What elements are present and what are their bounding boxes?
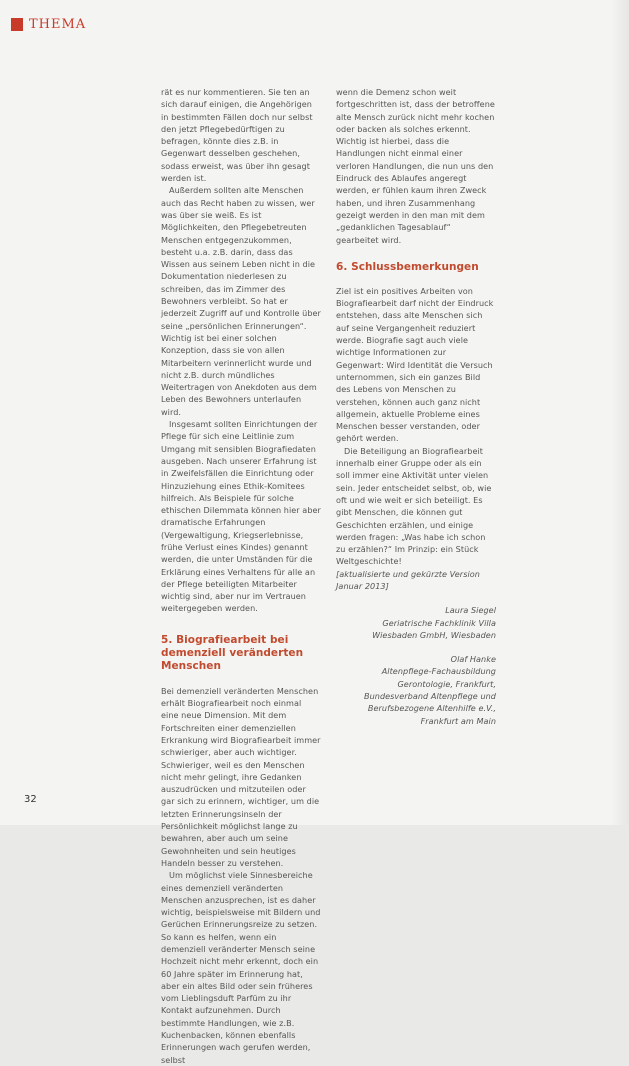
- left-paragraph-2: Außerdem sollten alte Menschen auch das Recht haben zu wissen, wer was über sie weiß. Es ist Möglichkeiten, den Pflegebetreuten Menschen entgegenzukommen, besteht u.a. z.B. darin, dass das Wissen aus seinem Leben nicht in die Dokumentation niederlesen zu schreiben, das im Zimmer des Bewohners verbleibt. So hat er jederzeit Zugriff auf und Kontrolle über seine „persönlichen Erinnerungen“. Wichtig ist bei einer solchen Konzeption, dass sie von allen Mitarbeitern verinnerlicht wurde und nicht z.B. durch mündliches Weitertragen von Anekdoten aus dem Leben des Bewohners unterlaufen wird.: [161, 185, 321, 417]
- section-5-paragraph-2: Um möglichst viele Sinnesbereiche eines demenziell veränderten Menschen anzusprechen, ist es daher wichtig, beispielsweise mit Bildern und Gerüchen Erinnerungsreize zu setzen. So kann es helfen, wenn ein demenziell veränderter Mensch seine Hochzeit nicht mehr erkennt, doch ein 60 Jahre später im Erinnerung hat, aber ein altes Bild oder sein früheres vom Lieblingsduft Parfüm zu ihr Kontakt aufzunehmen. Durch bestimmte Handlungen, wie z.B. Kuchenbacken, können ebenfalls Erinnerungen wach gerufen werden, selbst: [161, 870, 321, 1065]
- page-number: 32: [24, 794, 37, 805]
- section-marker-block: [11, 18, 23, 31]
- right-column: [336, 86, 496, 727]
- section-5-paragraph-1: Bei demenziell veränderten Menschen erhält Biografiearbeit noch einmal eine neue Dimension. Mit dem Fortschreiten einer demenziellen Erkrankung wird Biografiearbeit immer schwieriger, aber auch wichtiger. Schwieriger, weil es den Menschen nicht mehr gelingt, ihre Gedanken auszudrücken und mitzuteilen oder gar sich zu erinnern, wichtiger, um die letzten Erinnerungsinseln der Persönlichkeit möglichst lange zu bewahren, aber auch um seine Gewohnheiten und sein heutiges Handeln besser zu verstehen.: [161, 685, 321, 868]
- author-affiliation: Altenpflege-Fachausbildung Gerontologie, Frankfurt, Bundesverband Altenpflege und Berufsbezogene Altenhilfe e.V., Frankfurt am Main: [363, 666, 496, 726]
- signature-block-1: [336, 604, 496, 641]
- section-5-heading: 5. Biografiearbeit bei demenziell veränderten Menschen: [161, 633, 304, 672]
- right-paragraph-1: wenn die Demenz schon weit fortgeschritten ist, dass der betroffene alte Mensch zurück nicht mehr kochen oder backen als solches erkennt. Wichtig ist hierbei, dass die Handlungen nicht einmal einer verloren Handlungen, die nun uns den Eindruck des Ablaufes angeregt werden, er fühlen kaum ihren Zweck haben, und ihren Zusammenhang gezeigt werden in den man mit dem „gedanklichen Tagesablauf“ gearbeitet wird.: [336, 87, 495, 245]
- section-label: THEMA: [29, 17, 87, 32]
- signature-block-2: [336, 653, 496, 727]
- left-paragraph-3: Insgesamt sollten Einrichtungen der Pflege für sich eine Leitlinie zum Umgang mit sensiblen Biografiedaten ausgeben. Nach unserer Erfahrung ist in Zweifelsfällen die Einrichtung oder Hinzuziehung eines Ethik-Komitees hilfreich. Als Beispiele für solche ethischen Dilemmata können hier aber dramatische Erfahrungen (Vergewaltigung, Kriegserlebnisse, frühe Verlust eines Kindes) genannt werden, die unter Umständen für die Erklärung eines Verhaltens für alle an der Pflege beteiligten Mitarbeiter wichtig sind, aber nur im Vertrauen weitergegeben werden.: [161, 419, 321, 614]
- author-name: Olaf Hanke: [450, 654, 496, 665]
- section-6-heading: 6. Schlussbemerkungen: [336, 260, 479, 273]
- version-note: [aktualisierte und gekürzte Version Januar 2013]: [336, 568, 480, 591]
- left-paragraph-1: rät es nur kommentieren. Sie ten an sich darauf einigen, die Angehörigen in bestimmten Fällen doch nur selbst den jetzt Pflegebedürftigen zu befragen, könnte dies z.B. in Gegenwart desselben geschehen, sodass erweist, was über ihn gesagt werden ist.: [161, 87, 313, 184]
- author-name: Laura Siegel: [445, 605, 496, 616]
- page-edge-shadow: [611, 0, 629, 825]
- left-column: [161, 86, 321, 1066]
- section-6-paragraph-1: Ziel ist ein positives Arbeiten von Biografiearbeit darf nicht der Eindruck entstehen, dass alte Menschen sich auf seine Vergangenheit reduziert werde. Biografie sagt auch viele wichtige Informationen zur Gegenwart: Wird Identität die Versuch unternommen, sich ein ganzes Bild des Lebens von Menschen zu verstehen, können auch ganz nicht allgemein, aktuelle Probleme eines Menschen besser verstanden, oder gehört werden.: [336, 285, 494, 444]
- author-affiliation: Geriatrische Fachklinik Villa Wiesbaden GmbH, Wiesbaden: [372, 617, 496, 640]
- section-6-paragraph-2: Die Beteiligung an Biografiearbeit innerhalb einer Gruppe oder als ein soll immer eine Aktivität unter vielen sein. Jeder entscheidet selbst, ob, wie oft und wie weit er sich beteiligt. Es gibt Menschen, die können gut Geschichten erzählen, und einige werden fragen: „Was habe ich schon zu erzählen?“ Im Prinzip: ein Stück Weltgeschichte!: [336, 445, 492, 567]
